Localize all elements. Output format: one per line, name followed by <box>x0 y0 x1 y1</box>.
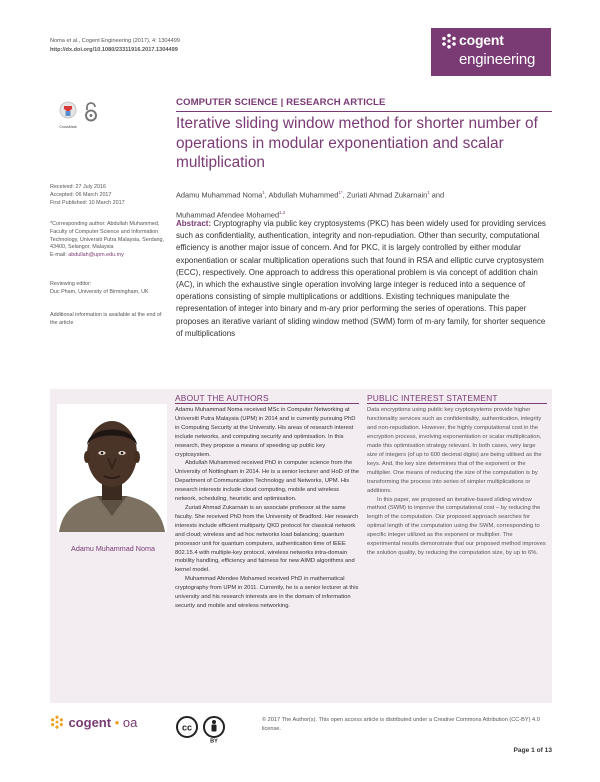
affiliation-mark: 1 <box>427 190 430 195</box>
affiliation-mark: 1 <box>262 190 265 195</box>
received-date: Received: 27 July 2016 <box>50 184 107 190</box>
public-interest-paragraph: Data encryptions using public key cryptosystems provide higher functionality services such as confidentiality, authentication, integrity and non-repudiation. However, the highly computational cost in the encryption process, involving exponentiation or scalar multiplication, made this optimisation strategy relevant. In both cases, very large size of integers (of up to 600 decimal digits) are being utilised as the keys. And, the key size determines that of the exponent or the multiplier. One means of reducing the size of the computation is by transforming the process into series of simpler multiplications or additions. <box>367 407 542 494</box>
reviewing-editor-label: Reviewing editor: <box>50 281 92 287</box>
article-category: COMPUTER SCIENCE | RESEARCH ARTICLE <box>176 97 386 108</box>
by-label: BY <box>210 738 218 743</box>
author-bio: Abdullah Muhammed received PhD in computer science from the University of Nottingham in 2014. He is a senior lecturer and HoD of the Department of Communication Technology and Networks, UPM. His research interests include cloud computing, mobile and wireless network, scheduling, heuristic and optimisation. <box>175 460 359 503</box>
author-name[interactable]: , Zuriati Ahmad Zukarnain <box>342 190 428 200</box>
logo-oa-text: oa <box>122 715 138 730</box>
author-name[interactable]: Muhammad Afendee Mohamed <box>176 210 280 220</box>
public-interest-paragraph: In this paper, we proposed an iterative-based sliding window method (SWM) to improve the computational cost – by reducing the length of the computation. Our proposed approach searches for optimal length of the computation using the SWM, corresponding to specific integer utilized as the exponent or multiplier. The experimental results demonstrate that our proposed method improves the solution quality, by reducing the computation size, by up to 6%. <box>367 496 546 557</box>
author-conjunction: and <box>429 190 445 200</box>
author-bio: Adamu Muhammad Noma received MSc in Computer Networking at Universiti Putra Malaysia (UPM) in 2014 and is currently pursuing PhD in Computing Security at the University. His areas of research interest include networks, and computing security and optimisation. In this research, they propose a means of speeding up public key cryptosystem. <box>175 407 356 458</box>
affiliation-mark: 1,2 <box>279 210 286 216</box>
cc-label: cc <box>181 722 193 733</box>
affiliation-mark: 1* <box>338 190 343 195</box>
citation-doi-link[interactable]: http://dx.doi.org/10.1080/23311916.2017.1304499 <box>50 47 178 53</box>
about-authors-divider <box>175 403 359 404</box>
abstract <box>176 218 552 340</box>
page-number: Page 1 of 13 <box>513 747 552 754</box>
license-text: © 2017 The Author(s). This open access article is distributed under a Creative Commons Attribution (CC-BY) 4.0 license. <box>262 717 540 732</box>
abstract-body: Cryptography via public key cryptosystems (PKC) has been widely used for providing services such as confidentiality, authentication, integrity and non-repudiation. Other than security, computational efficiency is another major issue of concern. And for PKC, it is largely controlled by either modular exponentiation or scalar multiplication operations such that found in RSA and elliptic curve cryptosystem (ECC), respectively. One approach to address this operational problem is via concept of addition chain (AC), in which the exhaustive single operation involving large integer is reduced into a sequence of operations consisting of simple multiplications or additions. Existing techniques manipulate the representation of integer into binary and m-ary prior performing the series of operations. This paper proposes an iterative variant of sliding window method (SWM) form of m-ary family, for shorter sequence of multiplications <box>176 219 546 338</box>
about-authors-text <box>175 406 359 611</box>
public-interest-heading: PUBLIC INTEREST STATEMENT <box>367 393 498 403</box>
creative-commons-icon[interactable] <box>176 715 228 743</box>
author-portrait-icon <box>57 404 167 532</box>
reviewing-editor <box>50 281 165 297</box>
author-bio: Muhammad Afendee Mohamed received PhD in mathematical cryptography from UPM in 2011. Currently, he is a senior lecturer at this university and his research interests are in the domain of information security and mobile and wireless networking. <box>175 576 359 609</box>
cogent-oa-logo[interactable] <box>50 714 137 732</box>
logo-cogent-text: cogent <box>68 715 112 730</box>
journal-brand[interactable] <box>431 28 551 76</box>
additional-info: Additional information is available at the end of the article <box>50 312 162 326</box>
email-line <box>50 252 165 260</box>
author-bio: Zuriati Ahmad Zukarnain is an associate professor at the same faculty. She received PhD from the University of Bradford. Her research interests include efficient multiparty QKD protocol for classical network and cloud; wireless and ad hoc networks load balancing; quantum processor unit for quantum computers, authentication time of IEEE 802.15.4 with multiple-key protocol, wireless networks intra-domain mobility handling, efficiency and fairness for new AIMD algorithms and kernel model. <box>175 504 359 574</box>
email-label: E-mail: <box>50 252 69 259</box>
open-access-icon <box>83 101 99 123</box>
public-interest-divider <box>367 403 547 404</box>
brand-name: cogent <box>459 32 504 48</box>
reviewing-editor-name: Duc Pham, University of Birmingham, UK <box>50 288 149 295</box>
cogent-dots-icon <box>50 715 64 729</box>
author-photo <box>57 404 167 532</box>
title-divider <box>176 111 552 112</box>
accepted-date: Accepted: 06 March 2017 <box>50 191 112 198</box>
crossmark-label: CrossMark <box>59 125 77 129</box>
brand-journal: engineering <box>459 51 536 68</box>
author-name[interactable]: , Abdullah Muhammed <box>264 190 339 200</box>
citation <box>50 37 180 55</box>
corresponding-author <box>50 221 165 260</box>
crossmark-icon[interactable] <box>59 101 77 131</box>
photo-caption: Adamu Muhammad Noma <box>71 544 155 553</box>
citation-journal: Noma et al., Cogent Engineering (2017), 4: 1304499 <box>50 38 180 44</box>
corresponding-author-text: *Corresponding author: Abdullah Muhammed, Faculty of Computer Science and Information Technology, Universiti Putra Malaysia, Serdang, 43400, Selangor, Malaysia <box>50 221 165 251</box>
abstract-label: Abstract: <box>176 219 212 228</box>
email-link[interactable]: abdullah@upm.edu.my <box>68 252 124 259</box>
public-interest-text <box>367 406 547 558</box>
author-name[interactable]: Adamu Muhammad Noma <box>176 190 263 200</box>
cogent-dots-icon <box>441 33 457 49</box>
about-authors-heading: ABOUT THE AUTHORS <box>175 393 269 403</box>
article-title: Iterative sliding window method for shorter number of operations in modular exponentiation and scalar multiplication <box>176 115 538 171</box>
logo-separator: • <box>111 715 123 730</box>
article-dates <box>50 184 165 207</box>
published-date: First Published: 10 March 2017 <box>50 199 125 206</box>
